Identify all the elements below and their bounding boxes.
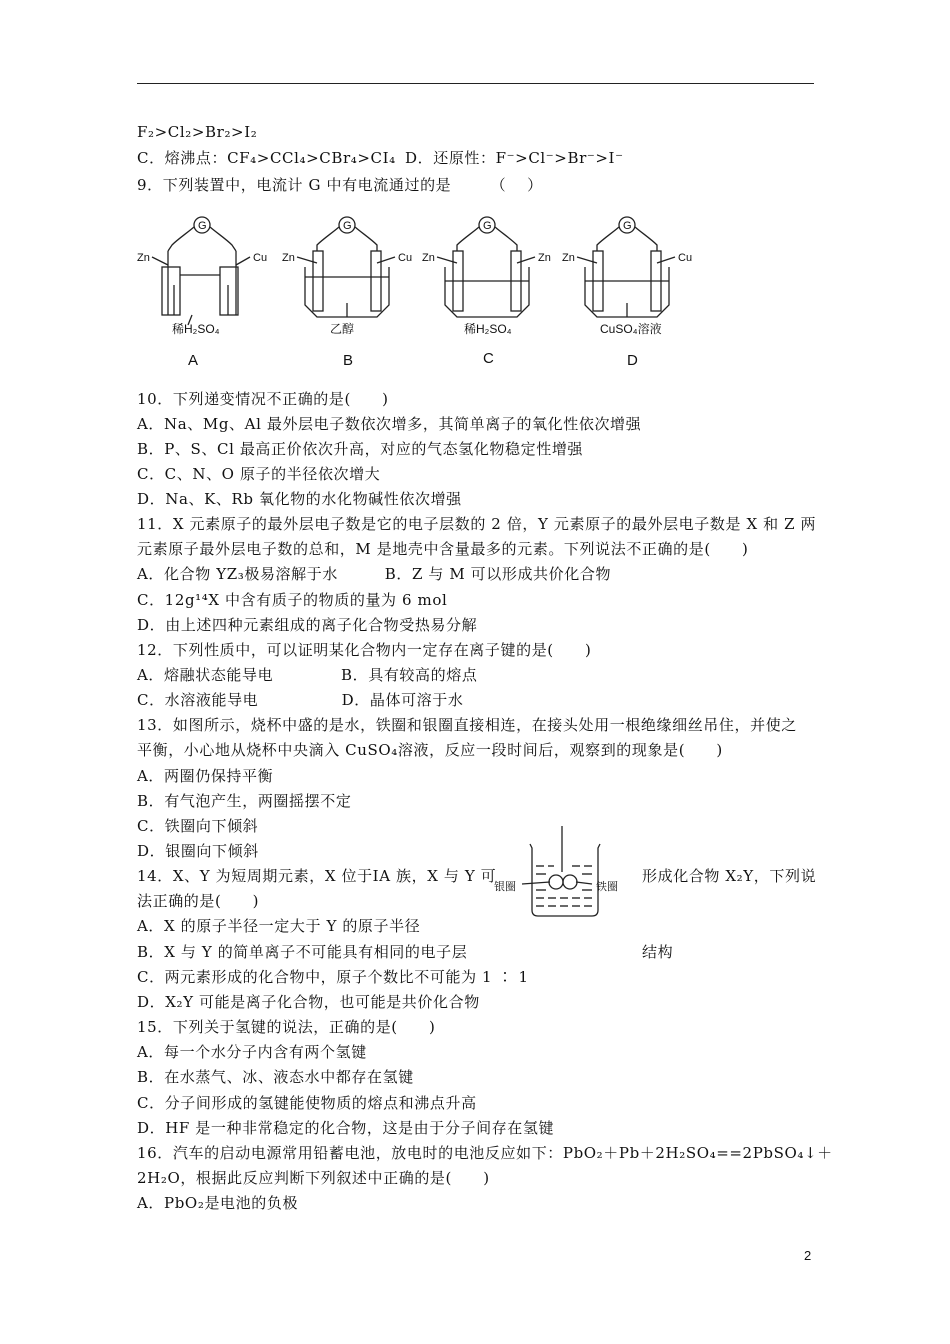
q9-device-b <box>297 217 395 317</box>
b-solution: 乙醇 <box>330 322 355 336</box>
q12-options-ab: A．熔融状态能导电 B．具有较高的熔点 <box>137 666 478 684</box>
q14-option-b: B．X 与 Y 的简单离子不可能具有相同的电子层 <box>137 943 468 961</box>
d-left-electrode: Zn <box>562 252 575 264</box>
q13-option-a: A．两圈仍保持平衡 <box>137 767 274 785</box>
q8-continued-line: F₂>Cl₂>Br₂>I₂ <box>137 123 258 141</box>
question-13-line2: 平衡，小心地从烧杯中央滴入 CuSO₄溶液，反应一段时间后，观察到的现象是( ) <box>137 741 723 759</box>
a-left-electrode: Zn <box>137 252 150 264</box>
question-14-line2: 法正确的是( ) <box>137 892 260 910</box>
question-10: 10．下列递变情况不正确的是( ) <box>137 390 389 408</box>
q10-option-b: B．P、S、Cl 最高正价依次升高，对应的气态氢化物稳定性增强 <box>137 440 584 458</box>
iron-ring-label: 铁圈 <box>596 881 618 893</box>
page-number: 2 <box>804 1248 812 1263</box>
q9-device-d <box>577 217 675 317</box>
question-16-line2: 2H₂O，根据此反应判断下列叙述中正确的是( ) <box>137 1169 490 1187</box>
c-solution: 稀H₂SO₄ <box>464 322 512 336</box>
b-left-electrode: Zn <box>282 252 295 264</box>
q11-options-ab: A．化合物 YZ₃极易溶解于水 B．Z 与 M 可以形成共价化合物 <box>137 565 612 583</box>
question-15: 15．下列关于氢键的说法，正确的是( ) <box>137 1018 436 1036</box>
header-rule <box>137 83 814 84</box>
question-16-line1: 16．汽车的启动电源常用铅蓄电池，放电时的电池反应如下：PbO₂＋Pb＋2H₂SO₄==2PbSO₄↓＋ <box>137 1144 833 1162</box>
q15-option-b: B．在水蒸气、冰、液态水中都存在氢键 <box>137 1068 414 1086</box>
c-right-electrode: Zn <box>538 252 551 264</box>
question-9: 9．下列装置中，电流计 G 中有电流通过的是 （ ） <box>137 176 543 194</box>
q9-device-c <box>437 217 535 317</box>
q14-option-b-tail: 结构 <box>642 943 674 961</box>
q10-option-d: D．Na、K、Rb 氧化物的水化物碱性依次增强 <box>137 490 462 508</box>
d-letter: D <box>627 352 638 369</box>
q13-option-b: B．有气泡产生，两圈摇摆不定 <box>137 792 352 810</box>
galvanometer-a: G <box>198 220 207 232</box>
silver-ring-label: 银圈 <box>494 881 516 893</box>
c-letter: C <box>483 350 494 367</box>
q13-option-c: C．铁圈向下倾斜 <box>137 817 259 835</box>
q8-option-d: D．还原性：F⁻>Cl⁻>Br⁻>I⁻ <box>405 149 624 167</box>
q16-option-a: A．PbO₂是电池的负极 <box>137 1194 299 1212</box>
question-12: 12．下列性质中，可以证明某化合物内一定存在离子键的是( ) <box>137 641 592 659</box>
question-14-line1-end: 形成化合物 X₂Y，下列说 <box>642 867 817 885</box>
b-right-electrode: Cu <box>398 252 413 264</box>
q13-beaker-figure <box>492 824 632 924</box>
a-letter: A <box>188 352 199 369</box>
galvanometer-b: G <box>343 220 352 232</box>
c-left-electrode: Zn <box>422 252 435 264</box>
question-14-line1-start: 14．X、Y 为短周期元素，X 位于ⅠA 族，X 与 Y 可 <box>137 867 497 885</box>
q9-figure <box>132 205 702 375</box>
q15-option-d: D．HF 是一种非常稳定的化合物，这是由于分子间存在氢键 <box>137 1119 555 1137</box>
b-letter: B <box>343 352 354 369</box>
d-right-electrode: Cu <box>678 252 693 264</box>
q14-option-c: C．两元素形成的化合物中，原子个数比不可能为 1 ∶ 1 <box>137 968 529 986</box>
q11-option-c: C．12g¹⁴X 中含有质子的物质的量为 6 mol <box>137 591 448 609</box>
galvanometer-d: G <box>623 220 632 232</box>
a-solution: 稀H₂SO₄ <box>172 322 220 336</box>
galvanometer-c: G <box>483 220 492 232</box>
question-11-line2: 元素原子最外层电子数的总和，M 是地壳中含量最多的元素。下列说法不正确的是( ) <box>137 540 749 558</box>
q12-options-cd: C．水溶液能导电 D．晶体可溶于水 <box>137 691 464 709</box>
q13-option-d: D．银圈向下倾斜 <box>137 842 259 860</box>
q9-device-a <box>152 217 250 325</box>
q11-option-d: D．由上述四种元素组成的离子化合物受热易分解 <box>137 616 478 634</box>
q8-option-c: C．熔沸点：CF₄>CCl₄>CBr₄>CI₄ <box>137 149 396 167</box>
q15-option-a: A．每一个水分子内含有两个氢键 <box>137 1043 367 1061</box>
q15-option-c: C．分子间形成的氢键能使物质的熔点和沸点升高 <box>137 1094 477 1112</box>
q14-option-d: D．X₂Y 可能是离子化合物，也可能是共价化合物 <box>137 993 480 1011</box>
d-solution: CuSO₄溶液 <box>600 322 662 336</box>
q10-option-c: C．C、N、O 原子的半径依次增大 <box>137 465 381 483</box>
q10-option-a: A．Na、Mg、Al 最外层电子数依次增多，其简单离子的氧化性依次增强 <box>137 415 642 433</box>
question-11-line1: 11．X 元素原子的最外层电子数是它的电子层数的 2 倍，Y 元素原子的最外层电子数是 X 和 Z 两 <box>137 515 817 533</box>
q14-option-a: A．X 的原子半径一定大于 Y 的原子半径 <box>137 917 421 935</box>
question-13-line1: 13．如图所示，烧杯中盛的是水，铁圈和银圈直接相连，在接头处用一根绝缘细丝吊住，并使之 <box>137 716 797 734</box>
a-right-electrode: Cu <box>253 252 268 264</box>
